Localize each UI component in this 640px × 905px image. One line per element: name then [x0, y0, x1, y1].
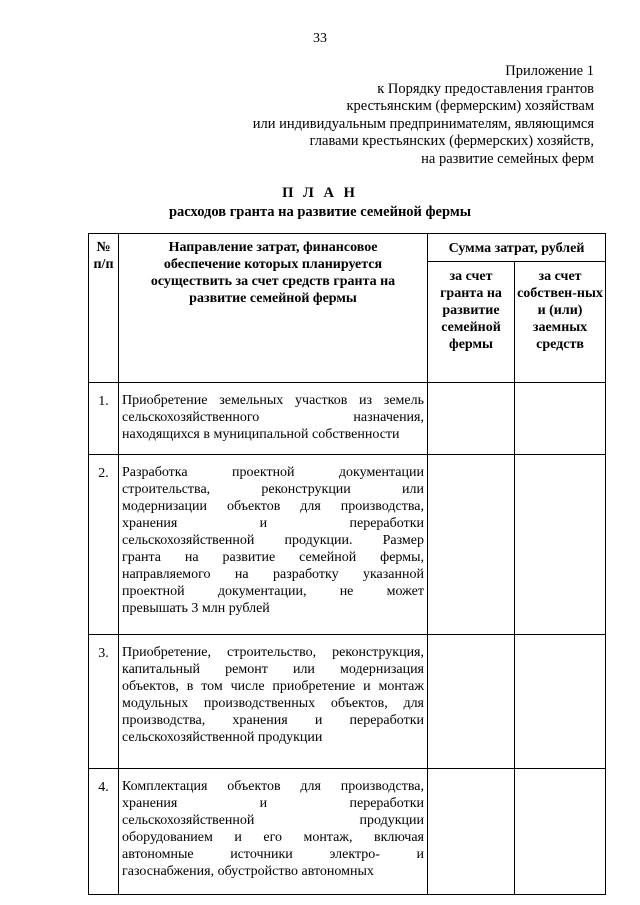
title-main: П Л А Н — [282, 185, 358, 201]
description-line: находящихся в муниципальной собственности — [122, 427, 400, 442]
description-line: направляемого на разработку указанной — [122, 567, 424, 582]
header-num: № п/п — [89, 234, 119, 383]
row-number: 2. — [89, 455, 119, 635]
description-line: модульных производственных объектов, для — [122, 696, 424, 711]
description-line: оборудованием и его монтаж, включая — [122, 830, 424, 845]
own-funds-amount-cell — [515, 383, 606, 455]
table-row — [89, 635, 606, 769]
header-direction: Направление затрат, финансовое обеспечение которых планируется осуществить за счет средств гранта на развитие семейной фермы — [119, 234, 428, 383]
grant-amount-cell — [428, 455, 515, 635]
document-title — [0, 185, 640, 221]
page-number: 33 — [313, 31, 327, 46]
description-line: автономные источники электро- и — [122, 847, 424, 862]
expense-plan-table — [88, 233, 606, 895]
description-line: Комплектация объектов для производства, — [122, 779, 424, 794]
description-line: модернизации объектов для производства, — [122, 499, 424, 514]
description-line: газоснабжения, обустройство автономных — [122, 864, 374, 879]
appendix-line: к Порядку предоставления грантов — [377, 80, 594, 97]
row-description — [119, 635, 428, 769]
appendix-line: Приложение 1 — [505, 63, 594, 79]
row-number: 4. — [89, 769, 119, 895]
title-subtitle: расходов гранта на развитие семейной фермы — [168, 204, 472, 220]
table-row — [89, 455, 606, 635]
description-line: гранта на развитие семейной фермы, — [122, 550, 424, 565]
description-line: проектной документации, не может — [122, 584, 424, 599]
description-line: производства, хранения и переработки — [122, 713, 424, 728]
appendix-line: или индивидуальным предпринимателям, являющимся — [252, 115, 594, 132]
grant-amount-cell — [428, 383, 515, 455]
description-line: капитальный ремонт или модернизация — [122, 662, 424, 677]
row-description — [119, 769, 428, 895]
own-funds-amount-cell — [515, 455, 606, 635]
appendix-line: на развитие семейных ферм — [421, 150, 594, 167]
description-line: хранения и переработки — [122, 796, 424, 811]
description-line: сельскохозяйственной продукции — [122, 730, 323, 745]
description-line: превышать 3 млн рублей — [122, 601, 270, 616]
header-sum: Сумма затрат, рублей — [428, 234, 606, 262]
description-line: объектов, в том числе приобретение и монтаж — [122, 679, 424, 694]
row-number: 1. — [89, 383, 119, 455]
description-line: Приобретение земельных участков из земель — [122, 393, 424, 408]
header-own-funds: за счет собствен-ных и (или) заемных средств — [515, 262, 606, 383]
description-line: сельскохозяйственной продукции — [122, 813, 424, 828]
row-number: 3. — [89, 635, 119, 769]
description-line: Разработка проектной документации — [122, 465, 424, 480]
row-description — [119, 383, 428, 455]
table-row — [89, 769, 606, 895]
description-line: Приобретение, строительство, реконструкция, — [122, 645, 424, 660]
description-line: хранения и переработки — [122, 516, 424, 531]
appendix-line: крестьянским (фермерским) хозяйствам — [346, 98, 594, 115]
description-line: строительства, реконструкции или — [122, 482, 424, 497]
header-grant: за счет гранта на развитие семейной фермы — [428, 262, 515, 383]
row-description — [119, 455, 428, 635]
appendix-header — [253, 63, 594, 169]
grant-amount-cell — [428, 635, 515, 769]
appendix-line: главами крестьянских (фермерских) хозяйств, — [309, 133, 594, 150]
table-header-row — [89, 234, 606, 262]
grant-amount-cell — [428, 769, 515, 895]
own-funds-amount-cell — [515, 635, 606, 769]
own-funds-amount-cell — [515, 769, 606, 895]
description-line: сельскохозяйственной продукции. Размер — [122, 533, 424, 548]
description-line: сельскохозяйственного назначения, — [122, 410, 424, 425]
table-row — [89, 383, 606, 455]
